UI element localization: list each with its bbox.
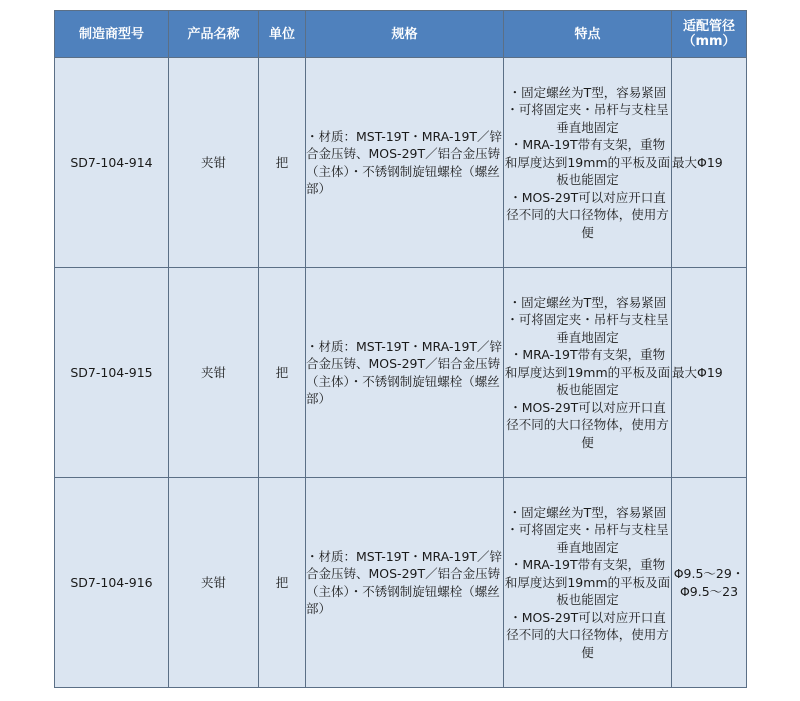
cell-spec: ・材质：MST-19T・MRA-19T／锌合金压铸、MOS-29T／铝合金压铸（主体）・不锈钢制旋钮螺栓（螺丝部） [306, 268, 504, 478]
cell-model: SD7-104-914 [55, 58, 169, 268]
header-pipe-diameter: 适配管径（mm） [672, 11, 747, 58]
feature-item: ・固定螺丝为T型，容易紧固 [508, 294, 667, 310]
header-spec: 规格 [306, 11, 504, 58]
cell-pipe-diameter: Φ9.5～29・Φ9.5～23 [672, 478, 747, 688]
cell-unit: 把 [259, 58, 306, 268]
table-row [55, 478, 747, 688]
cell-features [504, 268, 672, 478]
header-model: 制造商型号 [55, 11, 169, 58]
feature-item: ・可将固定夹・吊杆与支柱呈垂直地固定 [506, 102, 669, 135]
feature-item: ・MRA-19T带有支架，重物和厚度达到19mm的平板及面板也能固定 [504, 347, 671, 398]
feature-item: ・MRA-19T带有支架，重物和厚度达到19mm的平板及面板也能固定 [504, 557, 671, 608]
cell-model: SD7-104-915 [55, 268, 169, 478]
cell-product-name: 夹钳 [169, 478, 259, 688]
table-row [55, 268, 747, 478]
cell-unit: 把 [259, 268, 306, 478]
feature-item: ・MOS-29T可以对应开口直径不同的大口径物体，使用方便 [506, 609, 669, 660]
product-spec-table [54, 10, 747, 688]
cell-spec: ・材质：MST-19T・MRA-19T／锌合金压铸、MOS-29T／铝合金压铸（主体）・不锈钢制旋钮螺栓（螺丝部） [306, 58, 504, 268]
feature-item: ・MOS-29T可以对应开口直径不同的大口径物体，使用方便 [506, 399, 669, 450]
table-row [55, 58, 747, 268]
cell-features [504, 58, 672, 268]
feature-item: ・固定螺丝为T型，容易紧固 [508, 84, 667, 100]
cell-pipe-diameter: 最大Φ19 [672, 268, 747, 478]
feature-item: ・可将固定夹・吊杆与支柱呈垂直地固定 [506, 522, 669, 555]
feature-item: ・固定螺丝为T型，容易紧固 [508, 504, 667, 520]
cell-model: SD7-104-916 [55, 478, 169, 688]
cell-pipe-diameter: 最大Φ19 [672, 58, 747, 268]
cell-spec: ・材质：MST-19T・MRA-19T／锌合金压铸、MOS-29T／铝合金压铸（主体）・不锈钢制旋钮螺栓（螺丝部） [306, 478, 504, 688]
cell-features [504, 478, 672, 688]
table-header-row [55, 11, 747, 58]
feature-item: ・MRA-19T带有支架，重物和厚度达到19mm的平板及面板也能固定 [504, 137, 671, 188]
header-unit: 单位 [259, 11, 306, 58]
header-features: 特点 [504, 11, 672, 58]
feature-item: ・可将固定夹・吊杆与支柱呈垂直地固定 [506, 312, 669, 345]
cell-product-name: 夹钳 [169, 268, 259, 478]
cell-product-name: 夹钳 [169, 58, 259, 268]
header-product-name: 产品名称 [169, 11, 259, 58]
feature-item: ・MOS-29T可以对应开口直径不同的大口径物体，使用方便 [506, 189, 669, 240]
cell-unit: 把 [259, 478, 306, 688]
